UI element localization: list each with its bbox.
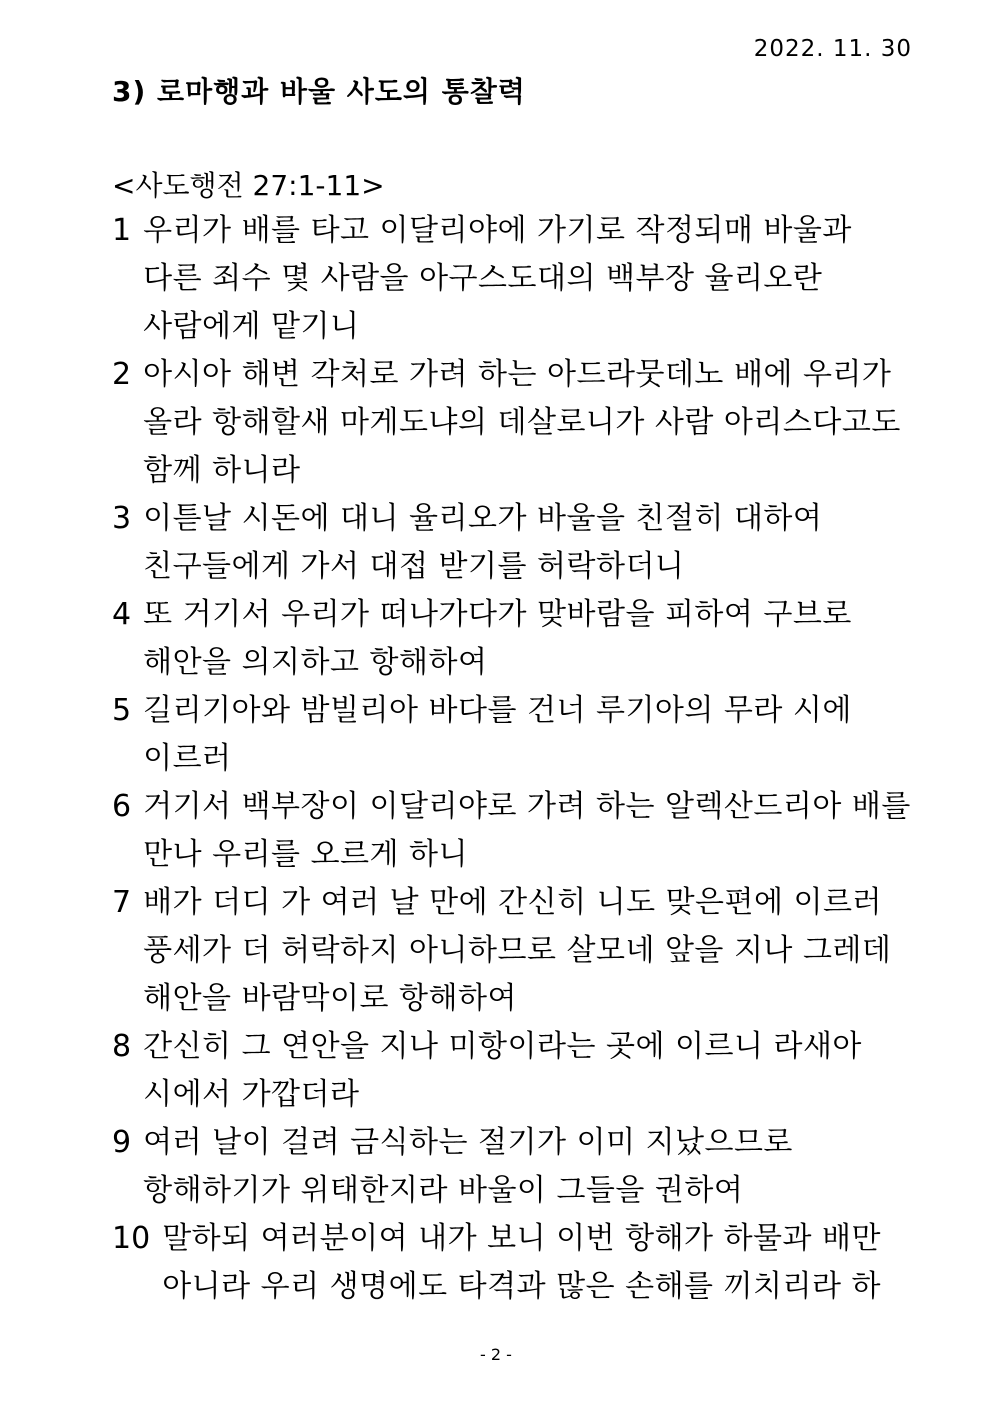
verse-number: 1 bbox=[112, 213, 132, 248]
verse-item bbox=[112, 1119, 912, 1215]
document-title: 3) 로마행과 바울 사도의 통찰력 bbox=[112, 75, 526, 108]
verse-item bbox=[112, 783, 912, 879]
verse-text: 또 거기서 우리가 떠나가다가 맞바람을 피하여 구브로 해안을 의지하고 항해하여 bbox=[143, 597, 852, 680]
verse-text: 아시아 해변 각처로 가려 하는 아드라뭇데노 배에 우리가 올라 항해할새 마게도냐의 데살로니가 사람 아리스다고도 함께 하니라 bbox=[143, 357, 901, 488]
verse-item bbox=[112, 207, 912, 351]
verse-number: 4 bbox=[112, 597, 132, 632]
verse-number: 3 bbox=[112, 501, 132, 536]
verse-number: 10 bbox=[112, 1221, 151, 1256]
verse-item bbox=[112, 495, 912, 591]
verse-item bbox=[112, 1023, 912, 1119]
verse-item bbox=[112, 1215, 912, 1311]
verse-text: 배가 더디 가 여러 날 만에 간신히 니도 맞은편에 이르러 풍세가 더 허락하지 아니하므로 살모네 앞을 지나 그레데 해안을 바람막이로 항해하여 bbox=[143, 885, 892, 1016]
verse-text: 간신히 그 연안을 지나 미항이라는 곳에 이르니 라새아 시에서 가깝더라 bbox=[143, 1029, 862, 1112]
verse-text: 이튿날 시돈에 대니 율리오가 바울을 친절히 대하여 친구들에게 가서 대접 받기를 허락하더니 bbox=[143, 501, 823, 584]
verse-text: 여러 날이 걸려 금식하는 절기가 이미 지났으므로 항해하기가 위태한지라 바울이 그들을 권하여 bbox=[143, 1125, 793, 1208]
verse-text: 길리기아와 밤빌리아 바다를 건너 루기아의 무라 시에 이르러 bbox=[143, 693, 852, 776]
verse-number: 5 bbox=[112, 693, 132, 728]
verse-item bbox=[112, 591, 912, 687]
verse-item bbox=[112, 351, 912, 495]
page-number: - 2 - bbox=[480, 1345, 512, 1364]
verse-number: 7 bbox=[112, 885, 132, 920]
verse-number: 9 bbox=[112, 1125, 132, 1160]
verse-number: 6 bbox=[112, 789, 132, 824]
verse-text: 말하되 여러분이여 내가 보니 이번 항해가 하물과 배만 아니라 우리 생명에도 타격과 많은 손해를 끼치리라 하 bbox=[162, 1221, 881, 1304]
verse-text: 우리가 배를 타고 이달리야에 가기로 작정되매 바울과 다른 죄수 몇 사람을 아구스도대의 백부장 율리오란 사람에게 맡기니 bbox=[143, 213, 852, 344]
verse-list bbox=[112, 207, 912, 1311]
verse-item bbox=[112, 879, 912, 1023]
verse-text: 거기서 백부장이 이달리야로 가려 하는 알렉산드리아 배를 만나 우리를 오르게 하니 bbox=[143, 789, 911, 872]
verse-number: 2 bbox=[112, 357, 132, 392]
document-date: 2022. 11. 30 bbox=[753, 36, 912, 62]
scripture-reference: <사도행전 27:1-11> bbox=[112, 169, 385, 202]
verse-item bbox=[112, 687, 912, 783]
verse-number: 8 bbox=[112, 1029, 132, 1064]
